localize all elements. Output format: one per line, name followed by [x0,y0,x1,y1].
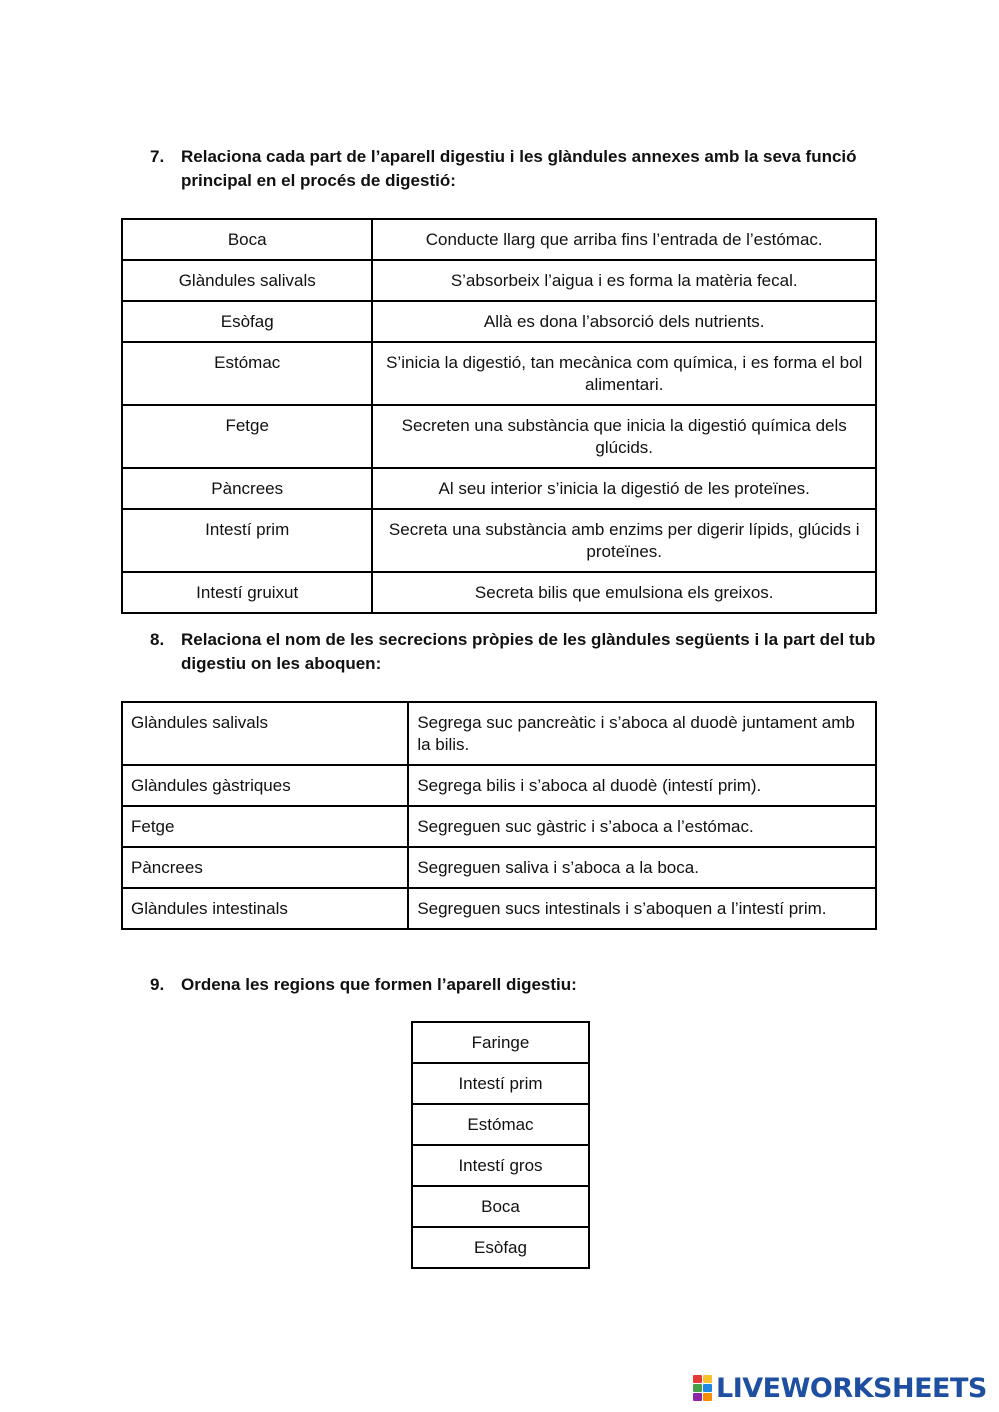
secretion-cell[interactable]: Segreguen sucs intestinals i s’aboquen a l’intestí prim. [408,888,876,929]
gland-cell[interactable]: Pàncrees [122,847,408,888]
table-row [412,1145,589,1186]
liveworksheets-logo[interactable] [693,1373,987,1403]
function-cell[interactable]: S’inicia la digestió, tan mecànica com química, i es forma el bol alimentari. [372,342,876,405]
table-row [122,702,876,765]
table-row [412,1063,589,1104]
question-8 [150,628,890,676]
gland-cell[interactable]: Glàndules intestinals [122,888,408,929]
region-cell[interactable]: Estómac [412,1104,589,1145]
table-row [122,847,876,888]
function-cell[interactable]: Al seu interior s’inicia la digestió de les proteïnes. [372,468,876,509]
secretion-cell[interactable]: Segrega bilis i s’aboca al duodè (intestí prim). [408,765,876,806]
region-cell[interactable]: Intestí gros [412,1145,589,1186]
table-row [412,1227,589,1268]
logo-text: LIVEWORKSHEETS [716,1372,987,1404]
table-secretions [121,701,877,930]
function-cell[interactable]: Secreta bilis que emulsiona els greixos. [372,572,876,613]
part-cell[interactable]: Fetge [122,405,372,468]
function-cell[interactable]: Conducte llarg que arriba fins l’entrada de l’estómac. [372,219,876,260]
function-cell[interactable]: Secreta una substància amb enzims per digerir lípids, glúcids i proteïnes. [372,509,876,572]
region-cell[interactable]: Intestí prim [412,1063,589,1104]
question-7-number: 7. [150,147,165,166]
table-row [122,888,876,929]
table-row [122,572,876,613]
question-9 [150,973,890,997]
part-cell[interactable]: Intestí gruixut [122,572,372,613]
table-row [122,301,876,342]
table-row [412,1022,589,1063]
secretion-cell[interactable]: Segrega suc pancreàtic i s’aboca al duodè juntament amb la bilis. [408,702,876,765]
table-row [122,260,876,301]
table-regions-order [411,1021,590,1269]
part-cell[interactable]: Estómac [122,342,372,405]
gland-cell[interactable]: Glàndules gàstriques [122,765,408,806]
logo-blocks-icon [693,1375,713,1401]
question-9-number: 9. [150,975,165,994]
question-8-number: 8. [150,630,165,649]
part-cell[interactable]: Pàncrees [122,468,372,509]
table-row [122,468,876,509]
part-cell[interactable]: Intestí prim [122,509,372,572]
table-row [122,765,876,806]
secretion-cell[interactable]: Segreguen suc gàstric i s’aboca a l’estómac. [408,806,876,847]
part-cell[interactable]: Glàndules salivals [122,260,372,301]
table-row [122,219,876,260]
part-cell[interactable]: Boca [122,219,372,260]
region-cell[interactable]: Faringe [412,1022,589,1063]
function-cell[interactable]: Allà es dona l’absorció dels nutrients. [372,301,876,342]
question-7 [150,145,890,193]
gland-cell[interactable]: Fetge [122,806,408,847]
gland-cell[interactable]: Glàndules salivals [122,702,408,765]
secretion-cell[interactable]: Segreguen saliva i s’aboca a la boca. [408,847,876,888]
table-parts-functions [121,218,877,614]
part-cell[interactable]: Esòfag [122,301,372,342]
question-7-text: Relaciona cada part de l’aparell digestiu i les glàndules annexes amb la seva funció principal en el procés de digestió: [181,147,857,190]
region-cell[interactable]: Esòfag [412,1227,589,1268]
question-9-text: Ordena les regions que formen l’aparell digestiu: [181,975,577,994]
question-8-text: Relaciona el nom de les secrecions pròpies de les glàndules següents i la part del tub digestiu on les aboquen: [181,630,876,673]
table-row [122,342,876,405]
region-cell[interactable]: Boca [412,1186,589,1227]
table-row [122,806,876,847]
table-row [412,1186,589,1227]
function-cell[interactable]: Secreten una substància que inicia la digestió química dels glúcids. [372,405,876,468]
table-row [122,509,876,572]
function-cell[interactable]: S’absorbeix l’aigua i es forma la matèria fecal. [372,260,876,301]
table-row [412,1104,589,1145]
table-row [122,405,876,468]
